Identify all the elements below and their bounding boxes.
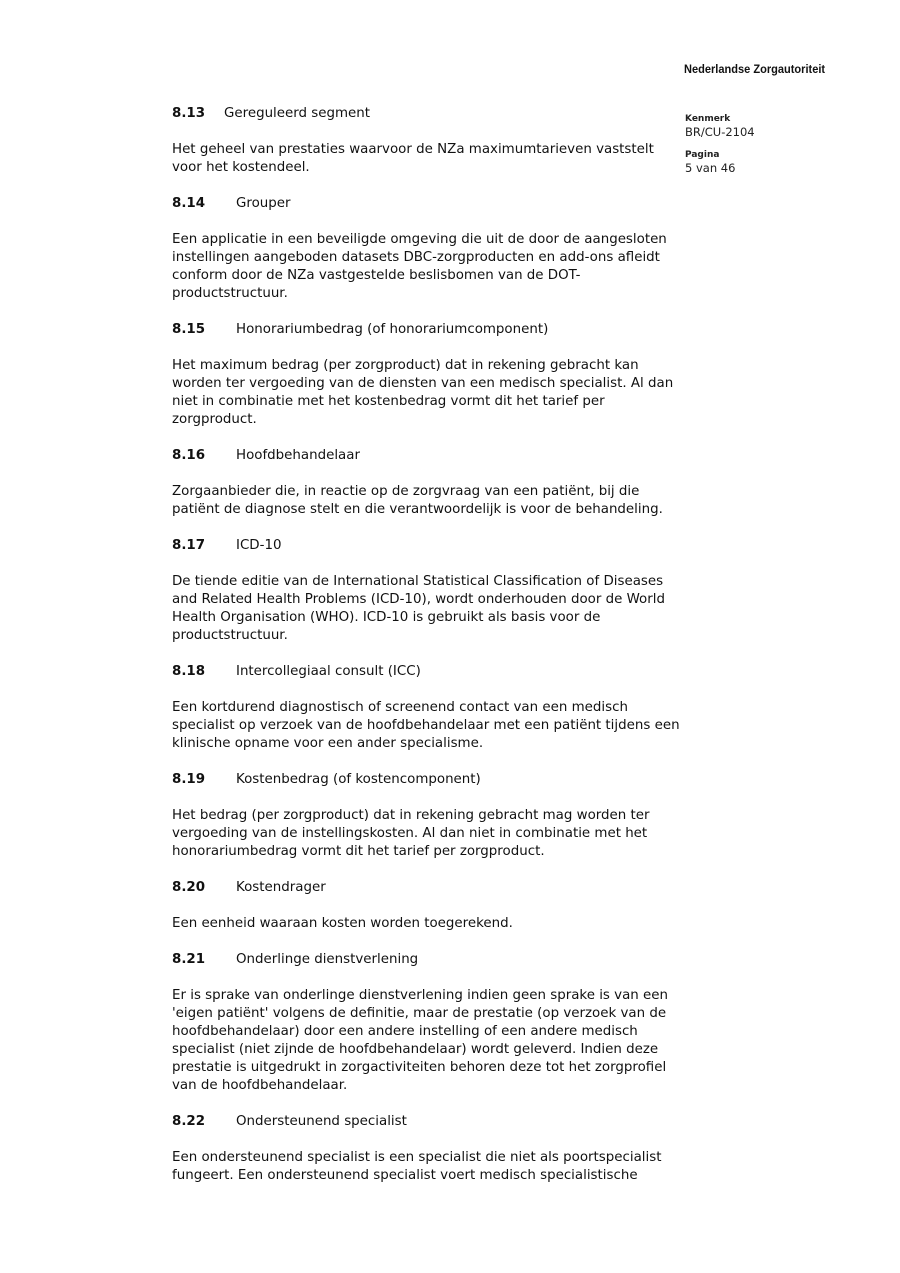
pagina-block (685, 149, 735, 176)
section (172, 1113, 682, 1185)
section-title: Gereguleerd segment (224, 106, 371, 121)
section-paragraph: Het geheel van prestaties waarvoor de NZa maximumtarieven vaststelt voor het kostendeel. (172, 142, 654, 175)
section-number: 8.18 (172, 664, 206, 679)
section-paragraph: Een kortdurend diagnostisch of screenend contact van een medisch specialist op verzoek van de hoofdbehandelaar met een patiënt tijdens een klinische opname voor een ander specialisme. (172, 700, 680, 751)
section-number: 8.20 (172, 880, 206, 895)
section (172, 951, 682, 1095)
kenmerk-value: BR/CU-2104 (685, 125, 755, 139)
kenmerk-label: Kenmerk (685, 114, 731, 124)
section-heading (172, 771, 682, 789)
section-paragraph: Het maximum bedrag (per zorgproduct) dat in rekening gebracht kan worden ter vergoeding van de diensten van een medisch specialist. Al dan niet in combinatie met het kostenbedrag vormt dit het tarief per zorgproduct. (172, 358, 674, 427)
section-title: Grouper (236, 196, 291, 211)
section-title: Kostenbedrag (of kostencomponent) (236, 772, 481, 787)
section-number: 8.15 (172, 322, 206, 337)
section (172, 105, 682, 177)
section-paragraph: Een applicatie in een beveiligde omgeving die uit de door de aangesloten instellingen aangeboden datasets DBC-zorgproducten en add-ons afleidt conform door de NZa vastgestelde beslisbomen van de DOT-productstructuur. (172, 232, 667, 301)
section-heading (172, 447, 682, 465)
section-title: Intercollegiaal consult (ICC) (236, 664, 421, 679)
section-paragraph: Een ondersteunend specialist is een specialist die niet als poortspecialist fungeert. Een ondersteunend specialist voert medisch specialistische (172, 1150, 662, 1183)
section-title: Ondersteunend specialist (236, 1114, 407, 1129)
section (172, 879, 682, 933)
section-number: 8.13 (172, 106, 206, 121)
section-number: 8.19 (172, 772, 206, 787)
section (172, 195, 682, 303)
section-paragraph: Het bedrag (per zorgproduct) dat in rekening gebracht mag worden ter vergoeding van de instellingskosten. Al dan niet in combinatie met het honorariumbedrag vormt dit het tarief per zorgproduct. (172, 808, 650, 859)
document-body (172, 105, 682, 1203)
section-heading (172, 537, 682, 555)
section-heading (172, 663, 682, 681)
section-title: Honorariumbedrag (of honorariumcomponent) (236, 322, 549, 337)
section-heading (172, 951, 682, 969)
section (172, 663, 682, 753)
section-number: 8.14 (172, 196, 206, 211)
section-heading (172, 321, 682, 339)
section-number: 8.16 (172, 448, 206, 463)
section-heading (172, 105, 682, 123)
section (172, 537, 682, 645)
organization-name: Nederlandse Zorgautoriteit (684, 62, 826, 76)
pagina-label: Pagina (685, 150, 720, 160)
section-number: 8.21 (172, 952, 206, 967)
section-paragraph: De tiende editie van de International Statistical Classification of Diseases and Related Health Problems (ICD-10), wordt onderhouden door de World Health Organisation (WHO). ICD-10 is gebruikt als basis voor de productstructuur. (172, 574, 665, 643)
section-title: Kostendrager (236, 880, 326, 895)
section-heading (172, 1113, 682, 1131)
section-paragraph: Zorgaanbieder die, in reactie op de zorgvraag van een patiënt, bij die patiënt de diagnose stelt en die verantwoordelijk is voor de behandeling. (172, 484, 663, 517)
section-paragraph: Een eenheid waaraan kosten worden toegerekend. (172, 916, 513, 931)
section-title: ICD-10 (236, 538, 282, 553)
section-title: Hoofdbehandelaar (236, 448, 360, 463)
section (172, 447, 682, 519)
section-title: Onderlinge dienstverlening (236, 952, 419, 967)
section (172, 321, 682, 429)
pagina-value: 5 van 46 (685, 161, 736, 175)
section-heading (172, 879, 682, 897)
section (172, 771, 682, 861)
section-paragraph: Er is sprake van onderlinge dienstverlening indien geen sprake is van een 'eigen patiënt' volgens de definitie, maar de prestatie (op verzoek van de hoofdbehandelaar) door een andere instelling of een andere medisch specialist (niet zijnde de hoofdbehandelaar) wordt geleverd. Indien deze prestatie is uitgedrukt in zorgactiviteiten behoren deze tot het zorgprofiel van de hoofdbehandelaar. (172, 988, 668, 1093)
section-number: 8.17 (172, 538, 206, 553)
kenmerk-block (685, 113, 755, 140)
section-number: 8.22 (172, 1114, 206, 1129)
section-heading (172, 195, 682, 213)
